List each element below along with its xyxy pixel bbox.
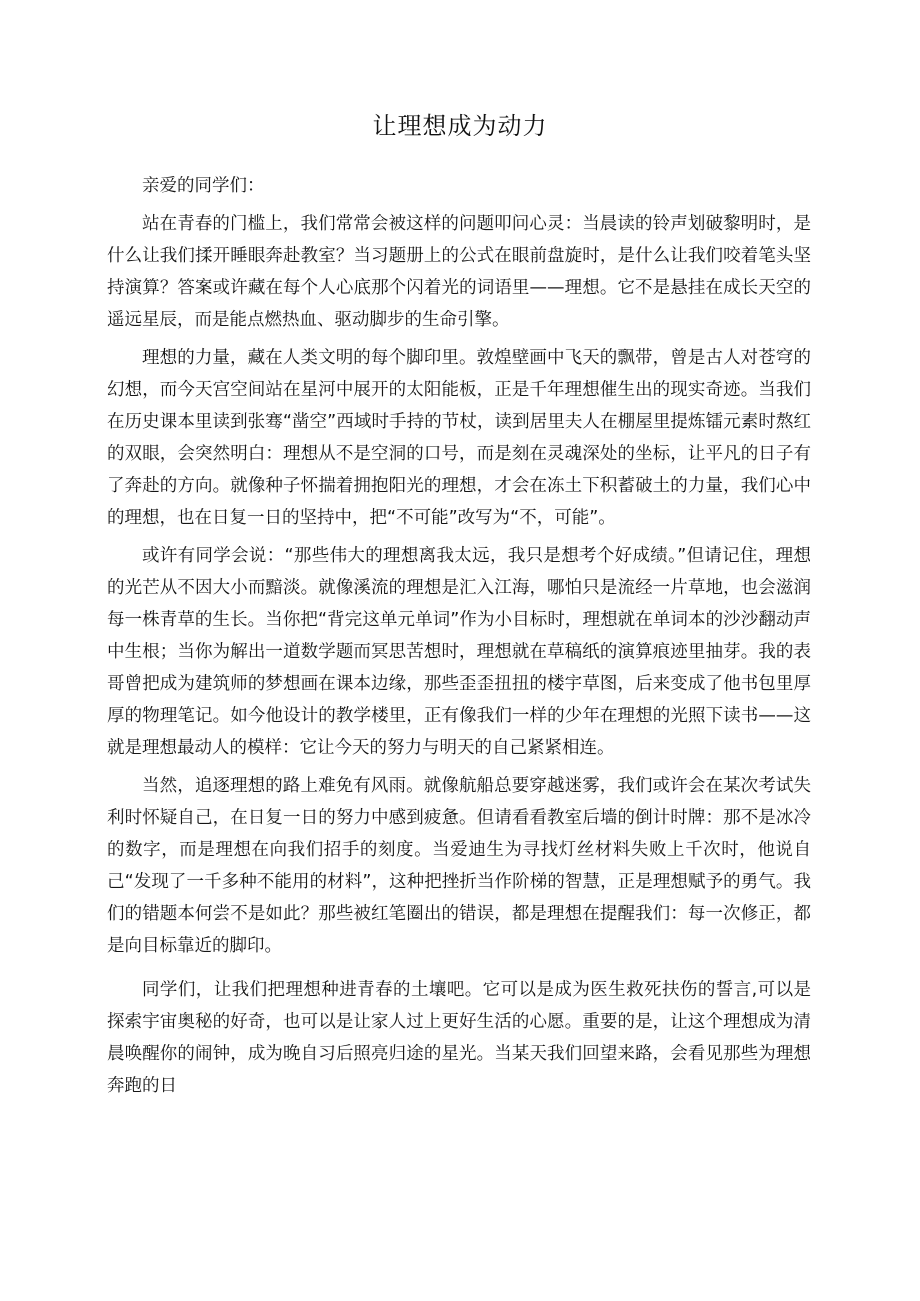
salutation: 亲爱的同学们： [142, 176, 265, 196]
paragraph-2: 理想的力量，藏在人类文明的每个脚印里。敦煌壁画中飞天的飘带，曾是古人对苍穹的幻想，而今天宫空间站在星河中展开的太阳能板，正是千年理想催生出的现实奇迹。当我们在历史课本里读到张骞“凿空”西域时手持的节杖，读到居里夫人在棚屋里提炼镭元素时熬红的双眼，会突然明白：理想从不是空洞的口号，而是刻在灵魂深处的坐标，让平凡的日子有了奔赴的方向。就像种子怀揣着拥抱阳光的理想，才会在冻土下积蓄破土的力量，我们心中的理想，也在日复一日的坚持中，把“不可能”改写为“不，可能”。 [107, 348, 811, 528]
document-body [107, 170, 811, 1108]
paragraph-4: 当然，追逐理想的路上难免有风雨。就像航船总要穿越迷雾，我们或许会在某次考试失利时怀疑自己，在日复一日的努力中感到疲惫。但请看看教室后墙的倒计时牌：那不是冰冷的数字，而是理想在向我们招手的刻度。当爱迪生为寻找灯丝材料失败上千次时，他说自己“发现了一千多种不能用的材料”，这种把挫折当作阶梯的智慧，正是理想赋予的勇气。我们的错题本何尝不是如此？那些被红笔圈出的错误，都是理想在提醒我们：每一次修正，都是向目标靠近的脚印。 [107, 776, 811, 956]
paragraph-1: 站在青春的门槛上，我们常常会被这样的问题叩问心灵：当晨读的铃声划破黎明时，是什么让我们揉开睡眼奔赴教室？当习题册上的公式在眼前盘旋时，是什么让我们咬着笔头坚持演算？答案或许藏在每个人心底那个闪着光的词语里——理想。它不是悬挂在成长天空的遥远星辰，而是能点燃热血、驱动脚步的生命引擎。 [107, 214, 811, 330]
document-title: 让理想成为动力 [372, 112, 548, 140]
paragraph-3: 或许有同学会说：“那些伟大的理想离我太远，我只是想考个好成绩。”但请记住，理想的光芒从不因大小而黯淡。就像溪流的理想是汇入江海，哪怕只是流经一片草地，也会滋润每一株青草的生长。当你把“背完这单元单词”作为小目标时，理想就在单词本的沙沙翻动声中生根；当你为解出一道数学题而冥思苦想时，理想就在草稿纸的演算痕迹里抽芽。我的表哥曾把成为建筑师的梦想画在课本边缘，那些歪歪扭扭的楼宇草图，后来变成了他书包里厚厚的物理笔记。如今他设计的教学楼里，正有像我们一样的少年在理想的光照下读书——这就是理想最动人的模样：它让今天的努力与明天的自己紧紧相连。 [107, 546, 811, 758]
paragraph-5: 同学们，让我们把理想种进青春的土壤吧。它可以是成为医生救死扶伤的誓言,可以是探索宇宙奥秘的好奇，也可以是让家人过上更好生活的心愿。重要的是，让这个理想成为清晨唤醒你的闹钟，成为晚自习后照亮归途的星光。当某天我们回望来路，会看见那些为理想奔跑的日 [107, 980, 811, 1096]
